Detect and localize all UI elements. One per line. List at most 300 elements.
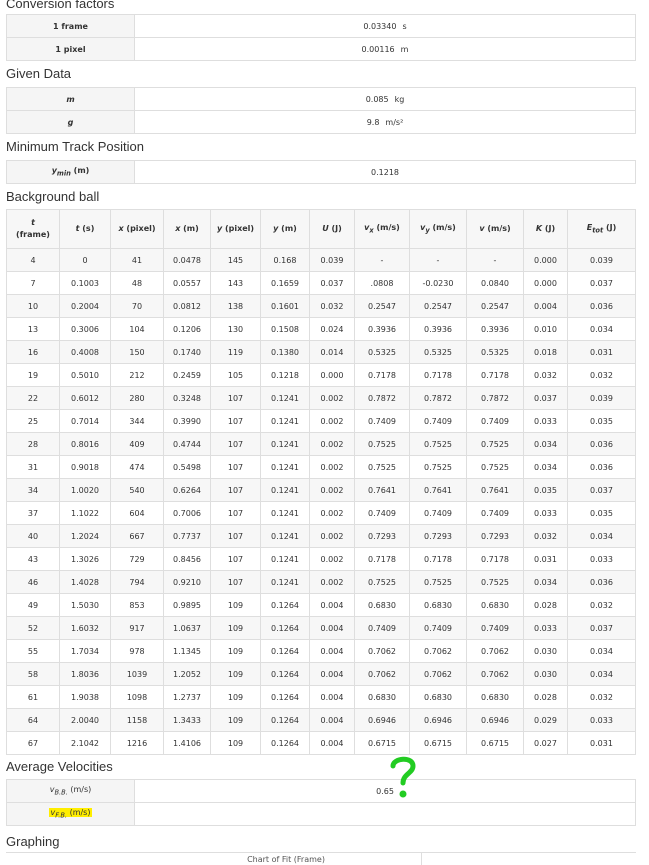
table-cell: 0.7409 xyxy=(467,502,524,525)
table-cell: 0.1206 xyxy=(164,318,211,341)
table-cell: 0.6264 xyxy=(164,479,211,502)
table-cell: 0.002 xyxy=(310,433,355,456)
table-cell: 52 xyxy=(7,617,60,640)
table-cell: 0.7525 xyxy=(467,456,524,479)
table-cell: 1039 xyxy=(111,663,164,686)
min-track-table xyxy=(6,160,636,184)
table-row xyxy=(7,732,636,755)
table-cell: 0.7062 xyxy=(355,640,410,663)
table-cell: 1.2024 xyxy=(60,525,111,548)
label-symbol: v xyxy=(49,785,55,795)
table-cell: 0.3248 xyxy=(164,387,211,410)
table-cell: 1.3026 xyxy=(60,548,111,571)
table-cell: 61 xyxy=(7,686,60,709)
table-cell: 0.1264 xyxy=(261,686,310,709)
table-cell: 0.031 xyxy=(568,732,636,755)
col-header-k: K (J) xyxy=(524,210,568,249)
table-cell: 0.7178 xyxy=(355,548,410,571)
table-row xyxy=(7,663,636,686)
table-cell: 0.002 xyxy=(310,502,355,525)
table-row xyxy=(7,387,636,410)
table-cell: 2.1042 xyxy=(60,732,111,755)
table-row xyxy=(7,479,636,502)
table-cell: 0.028 xyxy=(524,594,568,617)
table-cell: 1158 xyxy=(111,709,164,732)
table-cell: 55 xyxy=(7,640,60,663)
table-cell: 0.3936 xyxy=(355,318,410,341)
col-header-y-pixel: y (pixel) xyxy=(211,210,261,249)
table-cell: 0.3936 xyxy=(410,318,467,341)
label-unit: (m) xyxy=(70,166,90,176)
table-row xyxy=(7,410,636,433)
graphing-table-partial xyxy=(6,852,636,865)
row-value: 0.1218 xyxy=(135,161,636,184)
table-cell: 0.6830 xyxy=(410,686,467,709)
table-cell: 7 xyxy=(7,272,60,295)
table-cell: 34 xyxy=(7,479,60,502)
table-cell: 145 xyxy=(211,249,261,272)
table-cell: 0.6012 xyxy=(60,387,111,410)
table-cell: 0.168 xyxy=(261,249,310,272)
label-unit: (m/s) xyxy=(67,808,91,818)
table-cell: 109 xyxy=(211,709,261,732)
table-cell: 0.1218 xyxy=(261,364,310,387)
table-cell: 0.034 xyxy=(568,640,636,663)
row-value xyxy=(135,111,636,134)
table-cell: 0.2004 xyxy=(60,295,111,318)
fb-value[interactable] xyxy=(135,803,636,826)
table-cell: 0.002 xyxy=(310,410,355,433)
table-cell: 104 xyxy=(111,318,164,341)
table-cell: 0.004 xyxy=(310,686,355,709)
unit-text: s xyxy=(402,21,407,31)
table-cell: 0.7409 xyxy=(467,410,524,433)
row-label: g xyxy=(7,111,135,134)
background-table-body xyxy=(7,249,636,755)
row-label xyxy=(7,161,135,184)
table-cell: 0.037 xyxy=(524,387,568,410)
table-cell: 0.7525 xyxy=(410,571,467,594)
table-cell: 0.3006 xyxy=(60,318,111,341)
table-cell: 0.5325 xyxy=(355,341,410,364)
table-cell: - xyxy=(410,249,467,272)
table-cell: 0.034 xyxy=(568,318,636,341)
table-cell: 0.1241 xyxy=(261,387,310,410)
table-cell: 109 xyxy=(211,686,261,709)
table-cell: 70 xyxy=(111,295,164,318)
table-cell: 917 xyxy=(111,617,164,640)
table-cell: 49 xyxy=(7,594,60,617)
table-cell: 43 xyxy=(7,548,60,571)
table-cell: 0.1380 xyxy=(261,341,310,364)
row-label xyxy=(7,780,135,803)
table-cell: 0.000 xyxy=(524,272,568,295)
table-cell: 1.4106 xyxy=(164,732,211,755)
table-cell: 0.037 xyxy=(568,617,636,640)
unit-text: m/s² xyxy=(385,117,404,127)
table-cell: 1.2052 xyxy=(164,663,211,686)
table-cell: 0.027 xyxy=(524,732,568,755)
table-cell: 0.024 xyxy=(310,318,355,341)
min-track-title: Minimum Track Position xyxy=(6,139,144,154)
table-cell: 0.5498 xyxy=(164,456,211,479)
table-cell: 1.6032 xyxy=(60,617,111,640)
col-header-u: U (J) xyxy=(310,210,355,249)
table-cell: 0.7872 xyxy=(467,387,524,410)
table-row xyxy=(7,272,636,295)
table-cell: 0.1264 xyxy=(261,732,310,755)
table-row xyxy=(7,780,636,803)
table-cell: 1.0637 xyxy=(164,617,211,640)
table-cell: 0.4008 xyxy=(60,341,111,364)
table-cell: 109 xyxy=(211,640,261,663)
table-cell: 0.031 xyxy=(568,341,636,364)
table-cell: 0.004 xyxy=(310,640,355,663)
table-cell: 1.2737 xyxy=(164,686,211,709)
bb-value: 0.65 xyxy=(135,780,636,803)
table-cell: 344 xyxy=(111,410,164,433)
table-cell: 0.6715 xyxy=(355,732,410,755)
table-cell: 0.002 xyxy=(310,387,355,410)
table-cell: 1098 xyxy=(111,686,164,709)
table-cell: 0.004 xyxy=(310,709,355,732)
table-cell: 0.7062 xyxy=(410,663,467,686)
row-label xyxy=(7,803,135,826)
table-row xyxy=(7,803,636,826)
table-cell: 0.7062 xyxy=(355,663,410,686)
table-cell: 130 xyxy=(211,318,261,341)
table-cell: 0.7525 xyxy=(355,433,410,456)
label-subscript: F.B. xyxy=(55,811,68,820)
table-cell: 2.0040 xyxy=(60,709,111,732)
table-cell: 0.7525 xyxy=(467,433,524,456)
table-row xyxy=(7,548,636,571)
table-cell: 0.032 xyxy=(568,594,636,617)
table-cell: 0.004 xyxy=(524,295,568,318)
table-cell: 0.9210 xyxy=(164,571,211,594)
col-header-y-m: y (m) xyxy=(261,210,310,249)
table-cell: 0.1264 xyxy=(261,617,310,640)
table-cell: 1.1345 xyxy=(164,640,211,663)
table-cell: 0.004 xyxy=(310,732,355,755)
avg-title: Average Velocities xyxy=(6,759,113,774)
highlight-mark xyxy=(49,808,93,820)
table-cell: 0.002 xyxy=(310,548,355,571)
table-cell: 0.032 xyxy=(524,364,568,387)
col-header-etot: $E_{tot}$ (J) xyxy=(568,210,636,249)
header-row xyxy=(7,210,636,249)
table-cell: 16 xyxy=(7,341,60,364)
table-cell: 1.7034 xyxy=(60,640,111,663)
avg-table xyxy=(6,779,636,826)
table-cell: 0.7872 xyxy=(410,387,467,410)
table-cell: 48 xyxy=(111,272,164,295)
label-symbol: v xyxy=(50,808,56,818)
table-cell: 604 xyxy=(111,502,164,525)
table-cell: 0.033 xyxy=(524,502,568,525)
table-cell: 0.6830 xyxy=(355,686,410,709)
table-cell: 119 xyxy=(211,341,261,364)
row-label: m xyxy=(7,88,135,111)
table-row xyxy=(7,525,636,548)
table-cell: 138 xyxy=(211,295,261,318)
table-row xyxy=(7,318,636,341)
table-cell: 0.036 xyxy=(568,433,636,456)
table-cell: 0.032 xyxy=(524,525,568,548)
table-cell: 0.039 xyxy=(568,387,636,410)
table-cell: 0.1241 xyxy=(261,456,310,479)
col-header-vx: $v_x$ (m/s) xyxy=(355,210,410,249)
table-cell: 0.7409 xyxy=(355,617,410,640)
table-cell: 0.002 xyxy=(310,479,355,502)
col-header-x-pixel: x (pixel) xyxy=(111,210,164,249)
table-row xyxy=(7,111,636,134)
table-cell: 107 xyxy=(211,433,261,456)
col-header-vy: $v_y$ (m/s) xyxy=(410,210,467,249)
table-cell: 0.1740 xyxy=(164,341,211,364)
table-cell: 25 xyxy=(7,410,60,433)
table-row xyxy=(7,502,636,525)
table-cell: 107 xyxy=(211,502,261,525)
table-cell: 0.002 xyxy=(310,456,355,479)
table-cell: 1.9038 xyxy=(60,686,111,709)
table-row xyxy=(7,295,636,318)
table-cell: 0.1241 xyxy=(261,410,310,433)
table-cell: 0.1264 xyxy=(261,663,310,686)
table-cell: 0.004 xyxy=(310,594,355,617)
table-cell: 0.037 xyxy=(310,272,355,295)
table-cell: 0.1241 xyxy=(261,525,310,548)
table-cell: 0.039 xyxy=(568,249,636,272)
table-cell: 0.7409 xyxy=(410,410,467,433)
table-cell: 0.6830 xyxy=(355,594,410,617)
table-cell: 0.7641 xyxy=(410,479,467,502)
conversion-table xyxy=(6,14,636,61)
table-cell: 0.6830 xyxy=(410,594,467,617)
table-cell: 0.7293 xyxy=(355,525,410,548)
table-cell: 0.7872 xyxy=(355,387,410,410)
table-cell: 0.5325 xyxy=(410,341,467,364)
table-cell: 0.9895 xyxy=(164,594,211,617)
table-cell: 107 xyxy=(211,571,261,594)
table-cell: 0.7409 xyxy=(467,617,524,640)
table-row xyxy=(7,594,636,617)
table-cell: 0.1264 xyxy=(261,594,310,617)
table-cell: 0.9018 xyxy=(60,456,111,479)
given-title: Given Data xyxy=(6,66,72,81)
table-cell: 1.8036 xyxy=(60,663,111,686)
table-cell: 0.033 xyxy=(524,617,568,640)
table-cell: 0.014 xyxy=(310,341,355,364)
table-cell: 0.030 xyxy=(524,640,568,663)
table-cell: 0.3936 xyxy=(467,318,524,341)
table-cell: 540 xyxy=(111,479,164,502)
graphing-partial-text: Chart of Fit (Frame) xyxy=(247,855,325,864)
table-cell: 0.7525 xyxy=(355,456,410,479)
table-row xyxy=(7,249,636,272)
table-cell: 0.7409 xyxy=(410,617,467,640)
table-cell: .0808 xyxy=(355,272,410,295)
table-cell: 109 xyxy=(211,732,261,755)
graphing-title: Graphing xyxy=(6,834,60,849)
table-cell: 0.0557 xyxy=(164,272,211,295)
value-text: 0.00116 xyxy=(361,44,395,54)
table-cell: 1216 xyxy=(111,732,164,755)
table-cell: 150 xyxy=(111,341,164,364)
table-cell: 0.7409 xyxy=(410,502,467,525)
table-cell: 0.036 xyxy=(568,456,636,479)
table-cell: 0.035 xyxy=(568,410,636,433)
unit-text: m xyxy=(400,44,409,54)
table-cell: 105 xyxy=(211,364,261,387)
table-cell: 107 xyxy=(211,456,261,479)
table-cell: 0.033 xyxy=(568,548,636,571)
table-cell: 0.7178 xyxy=(410,364,467,387)
table-cell: 0.0478 xyxy=(164,249,211,272)
table-cell: 0.1241 xyxy=(261,433,310,456)
table-cell: 0.4744 xyxy=(164,433,211,456)
col-header-frame: t (frame) xyxy=(7,210,60,249)
table-cell: 0.7293 xyxy=(410,525,467,548)
table-cell: 0.000 xyxy=(310,364,355,387)
col-header-v: v (m/s) xyxy=(467,210,524,249)
table-cell: 0.1601 xyxy=(261,295,310,318)
table-cell: 0.029 xyxy=(524,709,568,732)
table-cell: 67 xyxy=(7,732,60,755)
table-cell: 474 xyxy=(111,456,164,479)
background-title: Background ball xyxy=(6,189,100,204)
label-subscript: B.B. xyxy=(54,788,68,797)
table-cell: 0.1241 xyxy=(261,479,310,502)
table-cell: 107 xyxy=(211,548,261,571)
table-cell: 1.5030 xyxy=(60,594,111,617)
table-cell: 0.3990 xyxy=(164,410,211,433)
table-cell: 0.7178 xyxy=(467,364,524,387)
table-cell: 0.1508 xyxy=(261,318,310,341)
table-cell: 0.1003 xyxy=(60,272,111,295)
table-cell: 0.7178 xyxy=(410,548,467,571)
table-cell: 0.033 xyxy=(568,709,636,732)
table-cell: 0.034 xyxy=(568,525,636,548)
table-cell: 0.031 xyxy=(524,548,568,571)
table-cell: 0.7178 xyxy=(467,548,524,571)
table-cell: 0.6715 xyxy=(467,732,524,755)
table-cell: 19 xyxy=(7,364,60,387)
table-cell: 0.1241 xyxy=(261,548,310,571)
row-label: 1 pixel xyxy=(7,38,135,61)
table-cell: 0.7006 xyxy=(164,502,211,525)
table-cell: - xyxy=(467,249,524,272)
table-cell: 0.7525 xyxy=(355,571,410,594)
table-cell: 0.7525 xyxy=(467,571,524,594)
table-cell: 0.000 xyxy=(524,249,568,272)
table-cell: 0.037 xyxy=(568,479,636,502)
table-cell: 280 xyxy=(111,387,164,410)
table-cell: 13 xyxy=(7,318,60,341)
table-cell: -0.0230 xyxy=(410,272,467,295)
table-cell: 0.6830 xyxy=(467,594,524,617)
table-cell: 0.7062 xyxy=(467,663,524,686)
table-cell: 0.7641 xyxy=(355,479,410,502)
table-cell: 109 xyxy=(211,617,261,640)
table-cell: 212 xyxy=(111,364,164,387)
table-cell: 0.2459 xyxy=(164,364,211,387)
table-row xyxy=(7,456,636,479)
table-row xyxy=(7,709,636,732)
table-cell: 0.7014 xyxy=(60,410,111,433)
table-cell: 0.7641 xyxy=(467,479,524,502)
table-cell: 37 xyxy=(7,502,60,525)
table-cell: 28 xyxy=(7,433,60,456)
table-cell: 0.002 xyxy=(310,525,355,548)
table-cell: 0.039 xyxy=(310,249,355,272)
table-cell: 0.8456 xyxy=(164,548,211,571)
table-cell: 46 xyxy=(7,571,60,594)
table-cell: 109 xyxy=(211,663,261,686)
table-cell: 0.7062 xyxy=(410,640,467,663)
background-table xyxy=(6,209,636,755)
table-cell: 107 xyxy=(211,479,261,502)
table-cell: 1.0020 xyxy=(60,479,111,502)
table-cell: 0.028 xyxy=(524,686,568,709)
table-cell: 0.032 xyxy=(568,364,636,387)
table-row xyxy=(7,364,636,387)
table-cell: 0.0812 xyxy=(164,295,211,318)
table-cell: 0.6830 xyxy=(467,686,524,709)
label-subscript: min xyxy=(56,169,71,178)
table-cell: 0.034 xyxy=(524,456,568,479)
table-cell: 667 xyxy=(111,525,164,548)
table-cell: 0.1241 xyxy=(261,571,310,594)
table-cell: 10 xyxy=(7,295,60,318)
table-row xyxy=(7,617,636,640)
table-cell: 0.2547 xyxy=(355,295,410,318)
table-cell: 0.033 xyxy=(524,410,568,433)
table-cell: 0.7409 xyxy=(355,502,410,525)
row-value xyxy=(135,15,636,38)
table-cell: 0.6715 xyxy=(410,732,467,755)
table-cell: 409 xyxy=(111,433,164,456)
table-cell: 0.018 xyxy=(524,341,568,364)
table-row xyxy=(7,161,636,184)
table-cell: 40 xyxy=(7,525,60,548)
table-cell: 0.6946 xyxy=(467,709,524,732)
table-cell: 58 xyxy=(7,663,60,686)
table-cell: 0.2547 xyxy=(467,295,524,318)
table-cell: 41 xyxy=(111,249,164,272)
table-cell: 1.4028 xyxy=(60,571,111,594)
col-header-x-m: x (m) xyxy=(164,210,211,249)
table-cell: 0.004 xyxy=(310,617,355,640)
table-cell: 0.034 xyxy=(524,571,568,594)
unit-text: kg xyxy=(394,94,405,104)
graphing-cell xyxy=(421,853,636,865)
table-cell: 0.2547 xyxy=(410,295,467,318)
table-cell: 0.5010 xyxy=(60,364,111,387)
table-cell: 22 xyxy=(7,387,60,410)
table-cell: 0.032 xyxy=(310,295,355,318)
table-cell: 0.1264 xyxy=(261,640,310,663)
question-mark-icon xyxy=(388,754,418,800)
table-cell: 0.034 xyxy=(524,433,568,456)
table-cell: 0.5325 xyxy=(467,341,524,364)
table-cell: 0.6946 xyxy=(355,709,410,732)
table-cell: 0.7062 xyxy=(467,640,524,663)
table-cell: 143 xyxy=(211,272,261,295)
table-cell: 0.004 xyxy=(310,663,355,686)
table-cell: 107 xyxy=(211,525,261,548)
given-table xyxy=(6,87,636,134)
